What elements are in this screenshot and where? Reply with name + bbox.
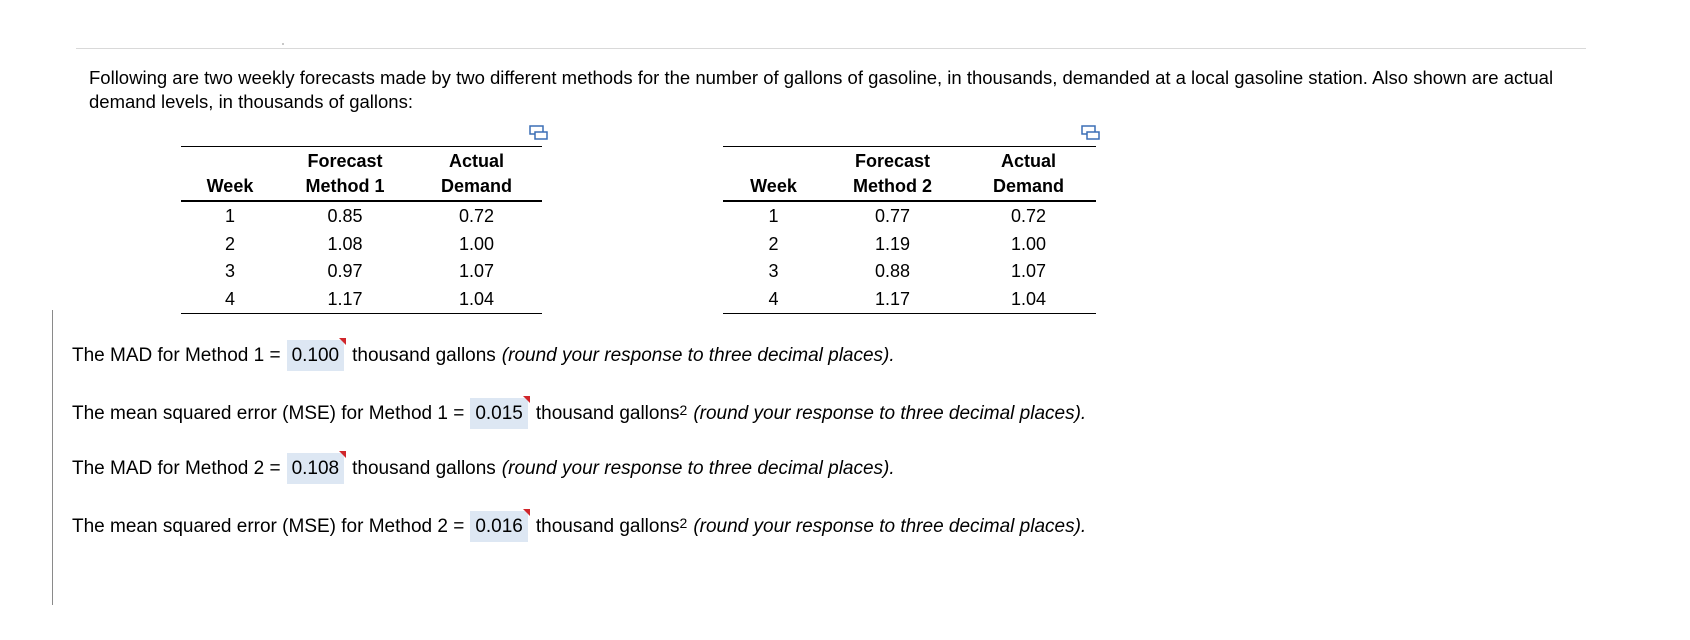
header-forecast-line1: Forecast	[307, 151, 383, 171]
answer-unit: thousand gallons	[352, 457, 496, 479]
header-week-spacer	[723, 147, 824, 175]
answer-instruction: (round your response to three decimal places).	[693, 402, 1087, 424]
header-actual-line1: Actual	[448, 151, 504, 171]
actual-cell: 1.07	[1010, 261, 1047, 281]
week-cell: 3	[224, 261, 235, 281]
answer-value: 0.108	[291, 458, 340, 479]
table-row	[181, 258, 542, 286]
incorrect-flag-icon	[339, 451, 346, 458]
incorrect-flag-icon	[339, 338, 346, 345]
actual-cell: 1.04	[458, 288, 495, 309]
answer-mad-method-1	[72, 340, 895, 371]
incorrect-flag-icon	[523, 396, 530, 403]
week-cell: 4	[224, 288, 235, 309]
copy-table-1-icon[interactable]	[529, 125, 549, 141]
header-forecast-line1: Forecast	[854, 151, 931, 171]
divider-mark	[282, 43, 284, 45]
forecast-cell: 0.88	[874, 261, 911, 281]
actual-cell: 0.72	[1010, 206, 1047, 226]
table-row	[723, 201, 1096, 231]
week-cell: 1	[224, 206, 235, 226]
forecast-cell: 1.19	[874, 233, 911, 254]
actual-cell: 1.04	[1010, 288, 1047, 309]
mse-method-1-answer-field[interactable]	[470, 398, 528, 429]
copy-table-2-icon[interactable]	[1081, 125, 1101, 141]
answer-prefix: The mean squared error (MSE) for Method 2 =	[72, 515, 465, 537]
header-actual-line1: Actual	[1000, 151, 1056, 171]
mad-method-1-answer-field[interactable]	[287, 340, 345, 371]
week-cell: 2	[768, 233, 779, 254]
answer-mad-method-2	[72, 453, 895, 484]
answer-instruction: (round your response to three decimal places).	[501, 457, 895, 479]
table-row	[723, 231, 1096, 259]
header-week-spacer	[181, 147, 279, 175]
forecast-cell: 1.17	[874, 288, 911, 309]
answer-unit: thousand gallons	[535, 402, 680, 424]
week-cell: 3	[768, 261, 779, 281]
week-cell: 2	[224, 233, 235, 254]
answer-prefix: The MAD for Method 1 =	[72, 344, 281, 366]
actual-cell: 1.00	[1010, 233, 1047, 254]
header-forecast-line2: Method 1	[305, 176, 385, 196]
forecast-cell: 0.77	[874, 206, 911, 226]
answer-unit: thousand gallons	[535, 515, 680, 537]
actual-cell: 1.07	[458, 261, 495, 281]
forecast-cell: 0.97	[327, 261, 363, 281]
header-week: Week	[206, 176, 254, 196]
week-cell: 4	[768, 288, 779, 309]
answer-prefix: The mean squared error (MSE) for Method 1 =	[72, 402, 465, 424]
header-actual-line2: Demand	[440, 176, 512, 196]
forecast-cell: 0.85	[327, 206, 363, 226]
table-row	[181, 231, 542, 259]
table-row	[723, 286, 1096, 314]
incorrect-flag-icon	[523, 509, 530, 516]
table-row	[723, 258, 1096, 286]
table-row	[181, 286, 542, 314]
forecast-table-method-1	[181, 146, 542, 314]
top-divider	[76, 48, 1586, 49]
week-cell: 1	[768, 206, 779, 226]
forecast-table-method-2	[723, 146, 1096, 314]
answer-instruction: (round your response to three decimal places).	[501, 344, 895, 366]
header-forecast-line2: Method 2	[853, 176, 932, 196]
answer-value: 0.016	[475, 516, 523, 537]
forecast-cell: 1.08	[327, 233, 363, 254]
problem-statement: Following are two weekly forecasts made by two different methods for the number of gallons of gasoline, in thousands, demanded at a local gasoline station. Also shown are actual demand levels, in thousands of gallons:	[89, 67, 1554, 112]
answer-mse-method-2: The mean squared error (MSE) for Method 2 = 0.016 thousand gallons $^2$ (round your response to three decimal places).	[72, 511, 1086, 542]
answer-prefix: The MAD for Method 2 =	[72, 457, 281, 479]
actual-cell: 1.00	[458, 233, 495, 254]
header-actual-line2: Demand	[992, 176, 1064, 196]
mad-method-2-answer-field[interactable]	[287, 453, 345, 484]
question-left-border	[52, 310, 53, 605]
forecast-cell: 1.17	[327, 288, 363, 309]
header-week: Week	[750, 176, 797, 196]
answer-unit: thousand gallons	[352, 344, 496, 366]
answer-mse-method-1: The mean squared error (MSE) for Method 1 = 0.015 thousand gallons $^2$ (round your response to three decimal places).	[72, 398, 1086, 429]
answer-value: 0.015	[475, 403, 523, 424]
answer-value: 0.100	[291, 345, 340, 366]
answer-instruction: (round your response to three decimal places).	[693, 515, 1087, 537]
mse-method-2-answer-field[interactable]	[470, 511, 528, 542]
table-row	[181, 201, 542, 231]
actual-cell: 0.72	[458, 206, 495, 226]
